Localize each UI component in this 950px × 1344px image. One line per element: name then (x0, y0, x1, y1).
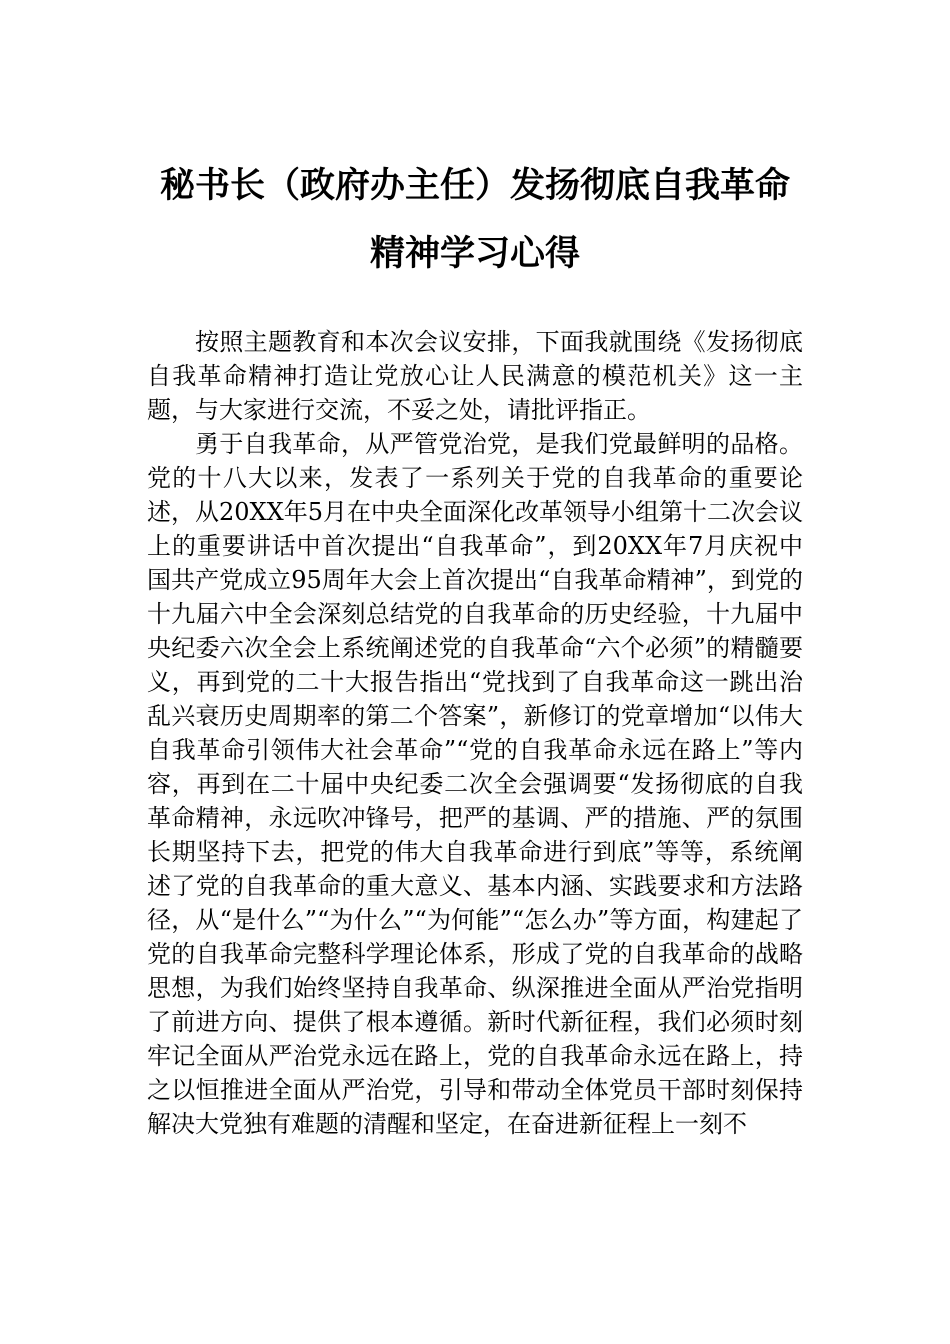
document-title-line-1: 秘书长（政府办主任）发扬彻底自我革命 (159, 165, 790, 206)
document-title-line-2: 精神学习心得 (369, 233, 580, 274)
paragraph-1: 按照主题教育和本次会议安排，下面我就围绕《发扬彻底自我革命精神打造让党放心让人民满意的模范机关》这一主题，与大家进行交流，不妥之处，请批评指正。 (147, 328, 803, 424)
document-body (147, 325, 803, 1141)
paragraph-2: 勇于自我革命，从严管党治党，是我们党最鲜明的品格。党的十八大以来，发表了一系列关于党的自我革命的重要论述，从20XX年5月在中央全面深化改革领导小组第十二次会议上的重要讲话中首次提出“自我革命”，到20XX年7月庆祝中国共产党成立95周年大会上首次提出“自我革命精神”，到党的十九届六中全会深刻总结党的自我革命的历史经验，十九届中央纪委六次全会上系统阐述党的自我革命“六个必须”的精髓要义，再到党的二十大报告指出“党找到了自我革命这一跳出治乱兴衰历史周期率的第二个答案”，新修订的党章增加“以伟大自我革命引领伟大社会革命”“党的自我革命永远在路上”等内容，再到在二十届中央纪委二次全会强调要“发扬彻底的自我革命精神，永远吹冲锋号，把严的基调、严的措施、严的氛围长期坚持下去，把党的伟大自我革命进行到底”等等，系统阐述了党的自我革命的重大意义、基本内涵、实践要求和方法路径，从“是什么”“为什么”“为何能”“怎么办”等方面，构建起了党的自我革命完整科学理论体系，形成了党的自我革命的战略思想，为我们始终坚持自我革命、纵深推进全面从严治党指明了前进方向、提供了根本遵循。新时代新征程，我们必须时刻牢记全面从严治党永远在路上，党的自我革命永远在路上，持之以恒推进全面从严治党，引导和带动全体党员干部时刻保持解决大党独有难题的清醒和坚定，在奋进新征程上一刻不 (147, 430, 803, 1138)
